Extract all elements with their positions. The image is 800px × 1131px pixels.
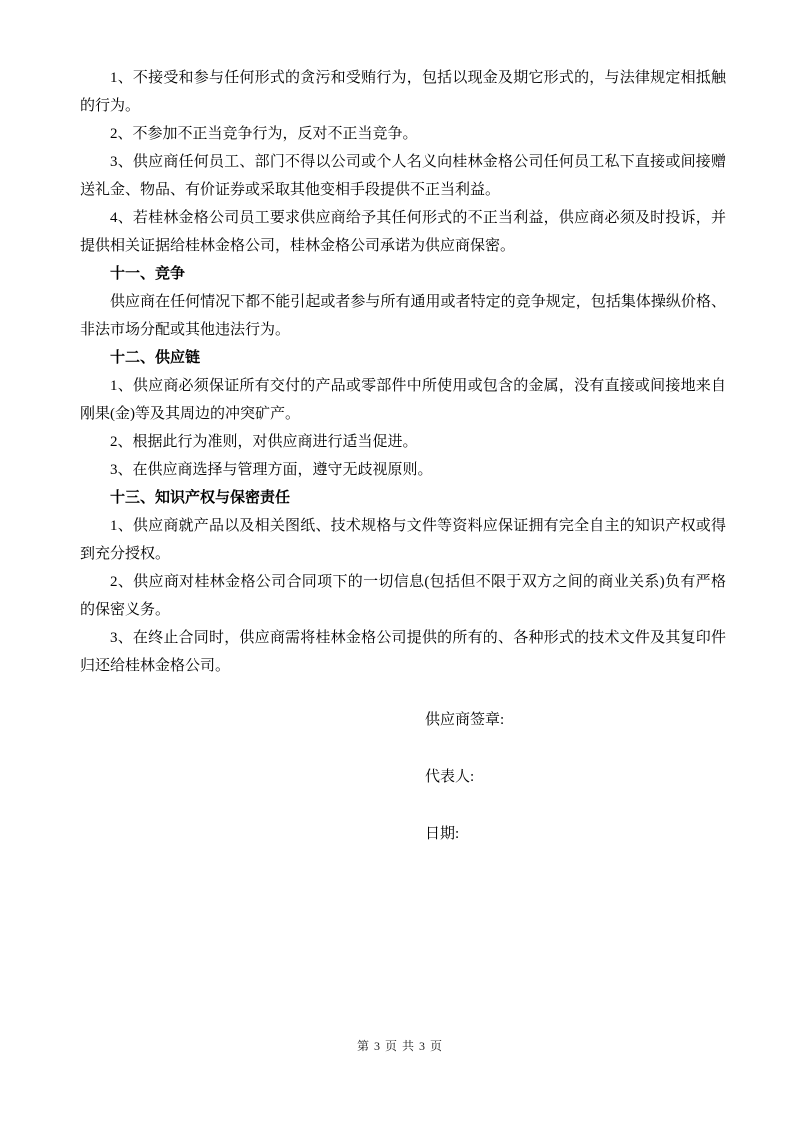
clause-12-item-1: 1、供应商必须保证所有交付的产品或零部件中所使用或包含的金属，没有直接或间接地来自刚果(金)等及其周边的冲突矿产。 <box>80 378 726 422</box>
representative-label: 代表人: <box>425 769 475 785</box>
section-13-heading: 十三、知识产权与保密责任 <box>110 490 291 506</box>
clause-13-item-3: 3、在终止合同时，供应商需将桂林金格公司提供的所有的、各种形式的技术文件及其复印件归还给桂林金格公司。 <box>80 630 726 674</box>
section-11-heading: 十一、竞争 <box>110 266 186 282</box>
clause-13-item-1: 1、供应商就产品以及相关图纸、技术规格与文件等资料应保证拥有完全自主的知识产权或得到充分授权。 <box>80 518 726 562</box>
clause-10-item-2: 2、不参加不正当竞争行为，反对不正当竞争。 <box>110 126 418 142</box>
date-label: 日期: <box>425 826 460 842</box>
clause-12-item-3: 3、在供应商选择与管理方面，遵守无歧视原则。 <box>110 462 433 478</box>
page-footer <box>0 1037 800 1054</box>
clause-10-item-1: 1、不接受和参与任何形式的贪污和受贿行为，包括以现金及期它形式的，与法律规定相抵触的行为。 <box>80 70 726 114</box>
signature-block <box>80 706 726 848</box>
section-12-heading: 十二、供应链 <box>110 350 201 366</box>
clause-12-item-2: 2、根据此行为准则，对供应商进行适当促进。 <box>110 434 418 450</box>
clause-11-body: 供应商在任何情况下都不能引起或者参与所有通用或者特定的竞争规定，包括集体操纵价格、非法市场分配或其他违法行为。 <box>80 294 726 338</box>
clause-10-item-3: 3、供应商任何员工、部门不得以公司或个人名义向桂林金格公司任何员工私下直接或间接赠送礼金、物品、有价证券或采取其他变相手段提供不正当利益。 <box>80 154 726 198</box>
page-indicator: 第 3 页 共 3 页 <box>356 1039 443 1053</box>
contract-body <box>80 64 726 848</box>
clause-13-item-2: 2、供应商对桂林金格公司合同项下的一切信息(包括但不限于双方之间的商业关系)负有严格的保密义务。 <box>80 574 726 618</box>
supplier-seal-label: 供应商签章: <box>425 712 505 728</box>
clause-10-item-4: 4、若桂林金格公司员工要求供应商给予其任何形式的不正当利益，供应商必须及时投诉，并提供相关证据给桂林金格公司，桂林金格公司承诺为供应商保密。 <box>80 210 726 254</box>
